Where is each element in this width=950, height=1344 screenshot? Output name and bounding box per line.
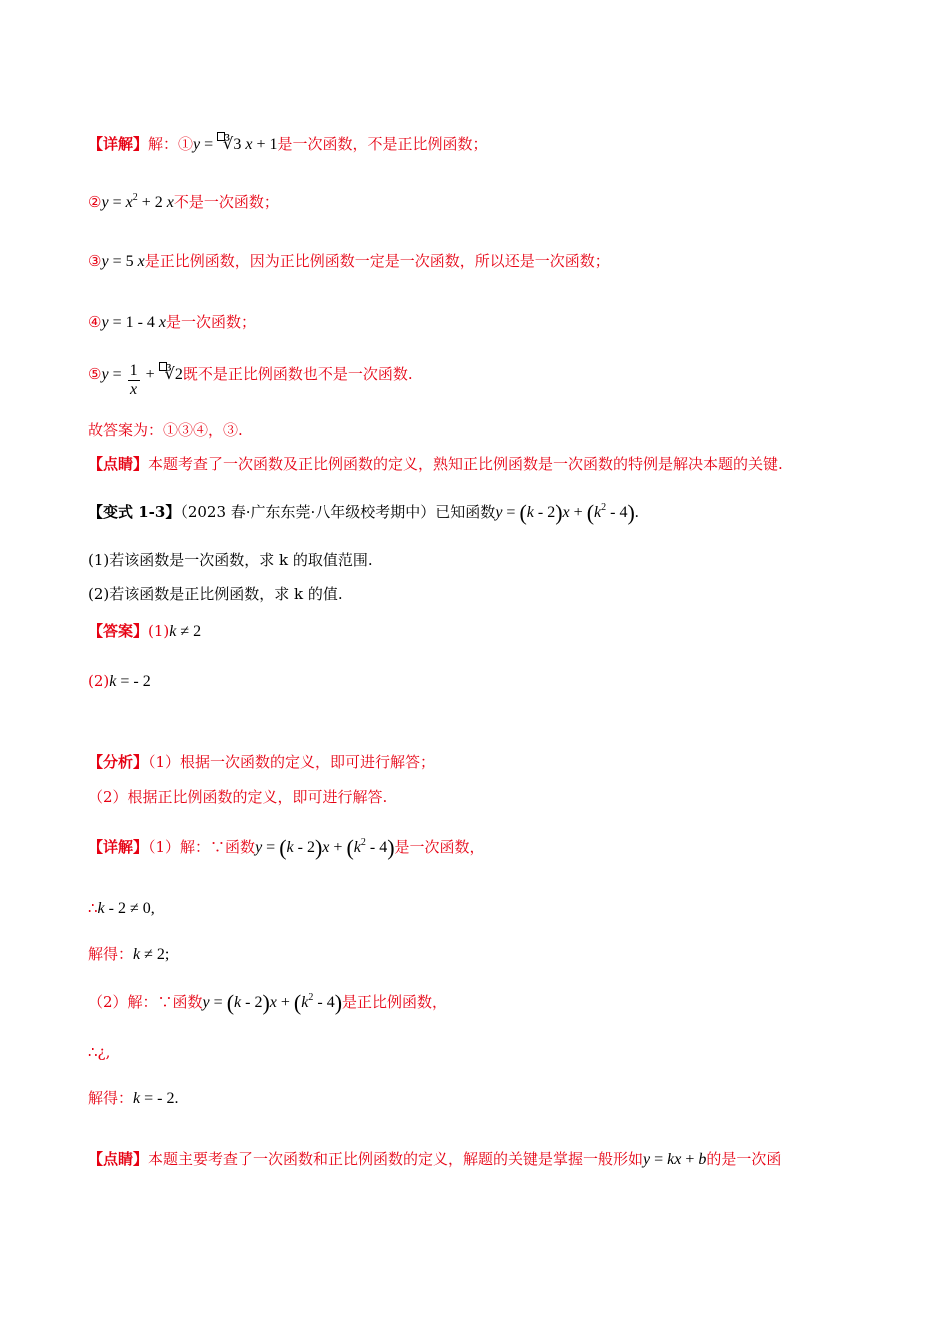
comment-text-1: 本题考查了一次函数及正比例函数的定义，熟知正比例函数是一次函数的特例是解决本题的关键. <box>148 455 783 473</box>
question-2: (2)若该函数是正比例函数，求 k 的值. <box>88 585 343 603</box>
formula-4: y = 1 - 4 x <box>101 314 167 331</box>
solve-line-2 <box>88 1089 178 1108</box>
variant-heading <box>88 500 639 526</box>
answer-tag: 【答案】 <box>88 622 149 640</box>
answer-line-1 <box>88 622 201 641</box>
answer-2-label: (2) <box>88 672 110 690</box>
answer-line-2 <box>88 672 151 691</box>
formula-2: $y = x^2 + 2$ x <box>101 192 174 211</box>
formula-3: y = 5 x <box>101 253 145 270</box>
formula-1: y = ∛3 x + 1 <box>193 136 277 153</box>
inequality: k - 2 ≠ 0, <box>97 900 155 917</box>
circle-num-2: ② <box>88 193 102 211</box>
solve-label-1: 解得： <box>88 945 134 963</box>
analysis-line-1 <box>88 753 435 771</box>
therefore-symbol-1: ∴ <box>88 899 98 917</box>
variant-source: （2023 春·广东东莞·八年级校考期中）已知函数 <box>180 503 496 521</box>
detail-tag: 【详解】 <box>88 135 149 153</box>
detail-text-4: 是一次函数； <box>166 313 257 331</box>
detail2-post-1: 是一次函数， <box>394 838 485 856</box>
circle-num-5: ⑤ <box>88 365 102 383</box>
answer-1-label: (1) <box>148 622 170 640</box>
answer-2-formula: k = - 2 <box>109 673 151 690</box>
detail-line-3 <box>88 252 610 271</box>
comment-tag-2: 【点睛】 <box>88 1150 149 1168</box>
detail-line-1 <box>88 132 488 154</box>
therefore-line-1 <box>88 899 155 918</box>
detail2-tag: 【详解】 <box>88 838 149 856</box>
therefore-line-2: ∴¿, <box>88 1043 111 1061</box>
detail2-prefix-1: （1）解：∵函数 <box>148 838 256 856</box>
solve-result-2: k = - 2. <box>133 1090 179 1107</box>
solve-label-2: 解得： <box>88 1089 134 1107</box>
answer-1-formula: k ≠ 2 <box>169 623 202 640</box>
detail2-prefix-2: （2）解：∵函数 <box>88 993 203 1011</box>
solve-line-1 <box>88 945 169 964</box>
question-1: (1)若该函数是一次函数，求 k 的取值范围. <box>88 551 373 569</box>
variant-tag: 【变式 1-3】 <box>88 503 181 521</box>
comment-line-1 <box>88 455 783 473</box>
solve-result-1: k ≠ 2; <box>133 946 170 963</box>
comment-tail: 的是一次函 <box>706 1150 782 1168</box>
detail-line-5 <box>88 362 413 399</box>
comment-text-2: 本题主要考查了一次函数和正比例函数的定义，解题的关键是掌握一般形如 <box>148 1150 644 1168</box>
detail-text-3: 是正比例函数，因为正比例函数一定是一次函数，所以还是一次函数； <box>144 252 610 270</box>
detail-prefix: 解：① <box>148 135 194 153</box>
detail-text-5: 既不是正比例函数也不是一次函数. <box>182 365 413 383</box>
circle-num-3: ③ <box>88 252 102 270</box>
linear-form: y = kx + b <box>643 1151 707 1168</box>
detail2-line-2 <box>88 990 447 1016</box>
comment-line-2 <box>88 1150 781 1169</box>
circle-num-4: ④ <box>88 313 102 331</box>
answer-summary: 故答案为：①③④，③. <box>88 421 243 439</box>
detail-line-4 <box>88 313 256 332</box>
detail2-function-1: $y = (k - 2)x + (k^2 - 4)$ <box>255 835 395 860</box>
analysis-text-1: （1）根据一次函数的定义，即可进行解答； <box>148 753 436 771</box>
formula-5: y = $\frac{1}{x}$ + ∛2 <box>101 362 183 398</box>
detail2-post-2: 是正比例函数， <box>342 993 448 1011</box>
analysis-tag: 【分析】 <box>88 753 149 771</box>
detail-text-1: 是一次函数，不是正比例函数； <box>277 135 488 153</box>
detail-text-2: 不是一次函数； <box>173 193 279 211</box>
detail-line-2 <box>88 192 279 212</box>
detail2-function-2: $y = (k - 2)x + (k^2 - 4)$ <box>202 990 343 1015</box>
detail2-line-1 <box>88 835 485 861</box>
comment-tag-1: 【点睛】 <box>88 455 149 473</box>
analysis-line-2: （2）根据正比例函数的定义，即可进行解答. <box>88 788 388 806</box>
variant-function: $y = (k - 2)x + (k^2 - 4)$. <box>495 500 639 525</box>
